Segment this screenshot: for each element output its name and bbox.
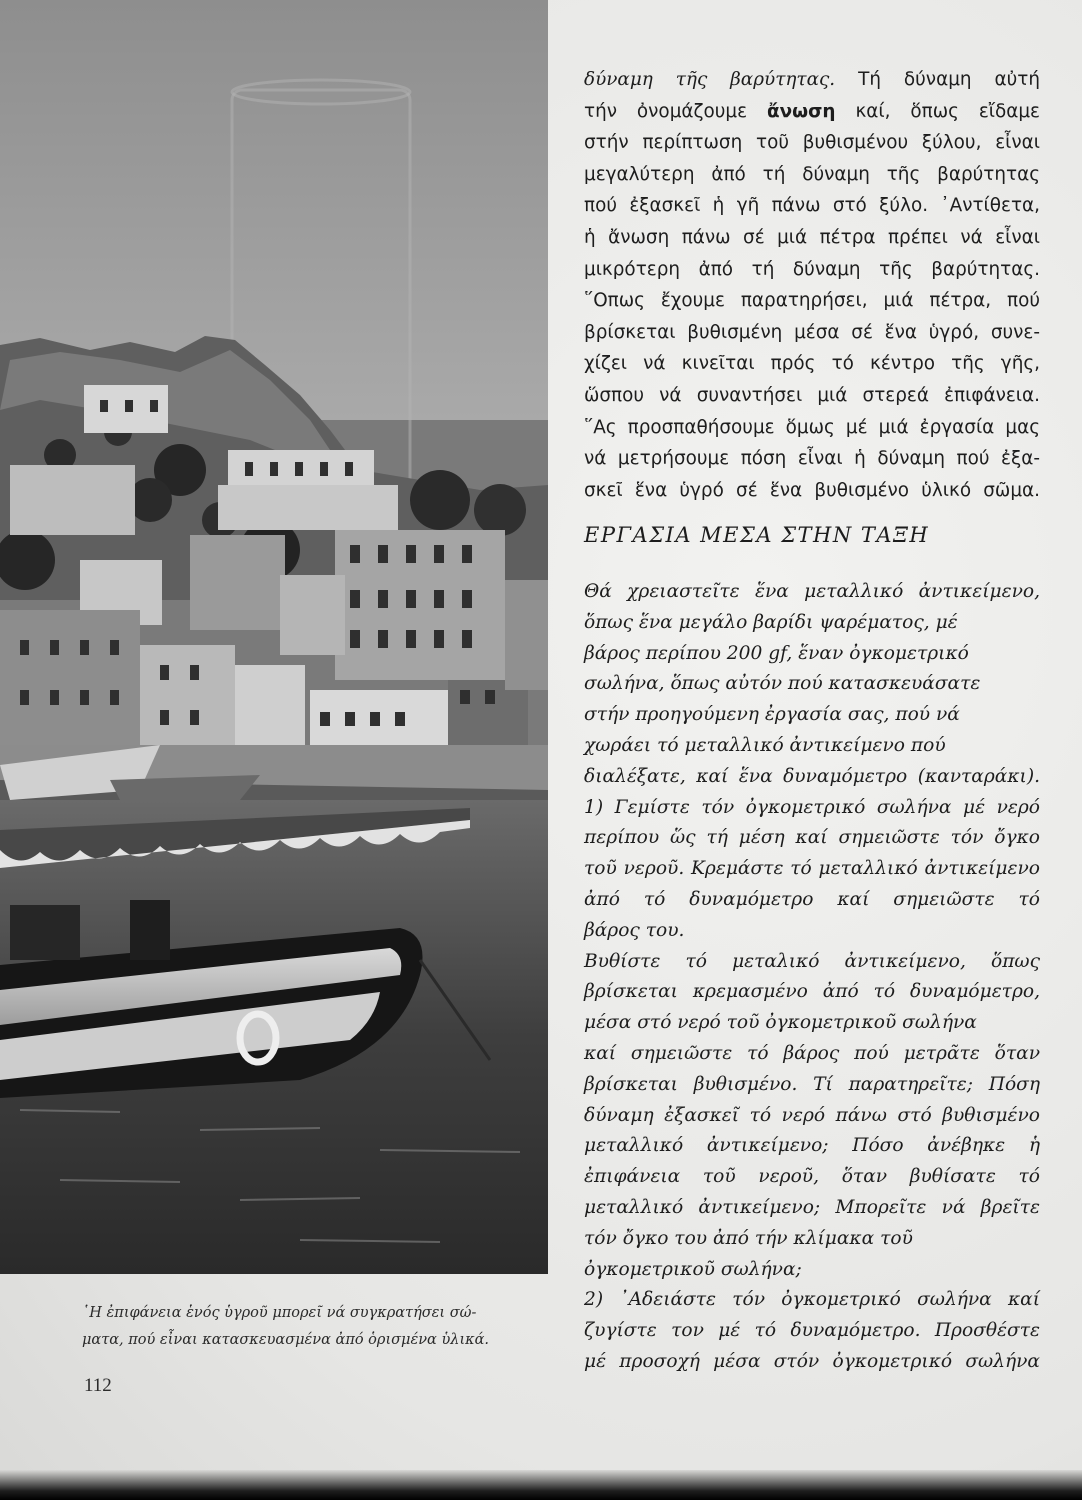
intro-line	[584, 64, 1040, 96]
intro-line: ῞Οπως ἔχουμε παρατηρήσει, μιά πέτρα, πού	[584, 290, 1040, 312]
lab-line: σωλήνα, ὅπως αὐτόν πού κατασκευάσατε	[584, 673, 981, 695]
intro-line1-italic: δύναμη τῆς βαρύτητας.	[584, 69, 836, 90]
lab-instructions	[584, 577, 1040, 1378]
lab-line: βάρος του.	[584, 919, 685, 941]
intro-line: μικρότερη ἀπό τή δύναμη τῆς βαρύτητας.	[584, 258, 1040, 280]
lab-line: καί σημειῶστε τό βάρος πού μετρᾶτε ὅταν	[584, 1042, 1040, 1064]
photo-caption	[82, 1300, 544, 1354]
lab-line: περίπου ὥς τή μέση καί σημειῶστε τόν ὄγκο	[584, 827, 1040, 849]
lab-line: Βυθίστε τό μεταλικό ἀντικείμενο, ὅπως	[584, 950, 1040, 972]
lab-line: βρίσκεται κρεμασμένο ἀπό τό δυναμόμετρο,	[584, 981, 1040, 1003]
lab-line: ζυγίστε τον μέ τό δυναμόμετρο. Προσθέστε	[584, 1320, 1040, 1342]
lab-line: μέ προσοχή μέσα στόν ὀγκομετρικό σωλήνα	[584, 1350, 1040, 1372]
intro-line: ῞Ας προσπαθήσουμε ὅμως μέ μιά ἐργασία μας	[584, 416, 1040, 438]
term-anosi: ἄνωση	[766, 100, 836, 122]
lab-line: Θά χρειαστεῖτε ἕνα μεταλλικό ἀντικείμενο,	[584, 581, 1040, 602]
intro-line: στήν περίπτωση τοῦ βυθισμένου ξύλου, εἶναι	[584, 132, 1040, 154]
section-heading: ΕΡΓΑΣΙΑ ΜΕΣΑ ΣΤΗΝ ΤΑΞΗ	[584, 523, 930, 547]
intro-line: πού ἐξασκεῖ ἡ γῆ πάνω στό ξύλο. ᾿Αντίθετα,	[584, 195, 1040, 217]
lab-line: τόν ὄγκο του ἀπό τήν κλίμακα τοῦ	[584, 1227, 913, 1249]
intro-line: ἡ ἄνωση πάνω σέ μιά πέτρα πρέπει νά εἶναι	[584, 226, 1040, 248]
intro-paragraph	[584, 64, 1040, 506]
caption-line: ματα, πού εἶναι κατασκευασμένα ἀπό ὁρισμένα ὑλικά.	[82, 1332, 490, 1348]
lab-line: μεταλλικό ἀντικείμενο; Μπορεῖτε νά βρεῖτε	[584, 1196, 1040, 1218]
harbour-photo	[0, 0, 548, 1274]
intro-line	[584, 96, 1040, 128]
caption-line: ῾Η ἐπιφάνεια ἑνός ὑγροῦ μπορεῖ νά συγκρατήσει σώ-	[82, 1305, 477, 1321]
lab-line: ὀγκομετρικοῦ σωλήνα;	[584, 1258, 802, 1280]
lab-line: 2) ᾿Αδειάστε τόν ὀγκομετρικό σωλήνα καί	[584, 1289, 1040, 1311]
scan-bottom-edge	[0, 1470, 1082, 1500]
intro-line2-post: καί, ὅπως εἴδαμε	[835, 100, 1040, 122]
lab-line: δύναμη ἐξασκεῖ τό νερό πάνω στό βυθισμένο	[584, 1104, 1040, 1126]
lab-line: χωράει τό μεταλλικό ἀντικείμενο πού	[584, 734, 946, 756]
lab-line: στήν προηγούμενη ἐργασία σας, πού νά	[584, 704, 960, 726]
lab-line: διαλέξατε, καί ἕνα δυναμόμετρο (κανταράκι).	[584, 765, 1040, 787]
intro-line: βρίσκεται βυθισμένη μέσα σέ ἕνα ὑγρό, συνε-	[584, 321, 1040, 343]
page-number: 112	[84, 1375, 112, 1396]
intro-line2-pre: τήν ὀνομάζουμε	[584, 100, 767, 122]
lab-line: ἐπιφάνεια τοῦ νεροῦ, ὅταν βυθίσατε τό	[584, 1166, 1040, 1188]
lab-line: 1) Γεμίστε τόν ὀγκομετρικό σωλήνα μέ νερό	[584, 796, 1040, 818]
intro-line: χίζει νά κινεῖται πρός τό κέντρο τῆς γῆς,	[584, 353, 1040, 375]
intro-line1-rest: Τή δύναμη αὐτή	[835, 69, 1040, 90]
intro-line: νά μετρήσουμε πόση εἶναι ἡ δύναμη πού ἐξα-	[584, 448, 1040, 470]
lab-line: μεταλλικό ἀντικείμενο; Πόσο ἀνέβηκε ἡ	[584, 1135, 1040, 1157]
intro-line: μεγαλύτερη ἀπό τή δύναμη τῆς βαρύτητας	[584, 163, 1040, 185]
intro-line: ὥσπου νά συναντήσει μιά στερεά ἐπιφάνεια.	[584, 384, 1040, 406]
lab-line: ὅπως ἕνα μεγάλο βαρίδι ψαρέματος, μέ	[584, 611, 958, 633]
lab-line: ἀπό τό δυναμόμετρο καί σημειῶστε τό	[584, 888, 1040, 910]
intro-line: σκεῖ ἕνα ὑγρό σέ ἕνα βυθισμένο ὑλικό σῶμα.	[584, 479, 1040, 501]
lab-line: τοῦ νεροῦ. Κρεμάστε τό μεταλλικό ἀντικείμενο	[584, 858, 1040, 880]
lab-line: βάρος περίπου 200 gf, ἕναν ὀγκομετρικό	[584, 642, 969, 664]
lab-line: μέσα στό νερό τοῦ ὀγκομετρικοῦ σωλήνα	[584, 1012, 977, 1034]
lab-line: βρίσκεται βυθισμένο. Τί παρατηρεῖτε; Πόση	[584, 1073, 1040, 1095]
harbour-illustration	[0, 0, 548, 1274]
